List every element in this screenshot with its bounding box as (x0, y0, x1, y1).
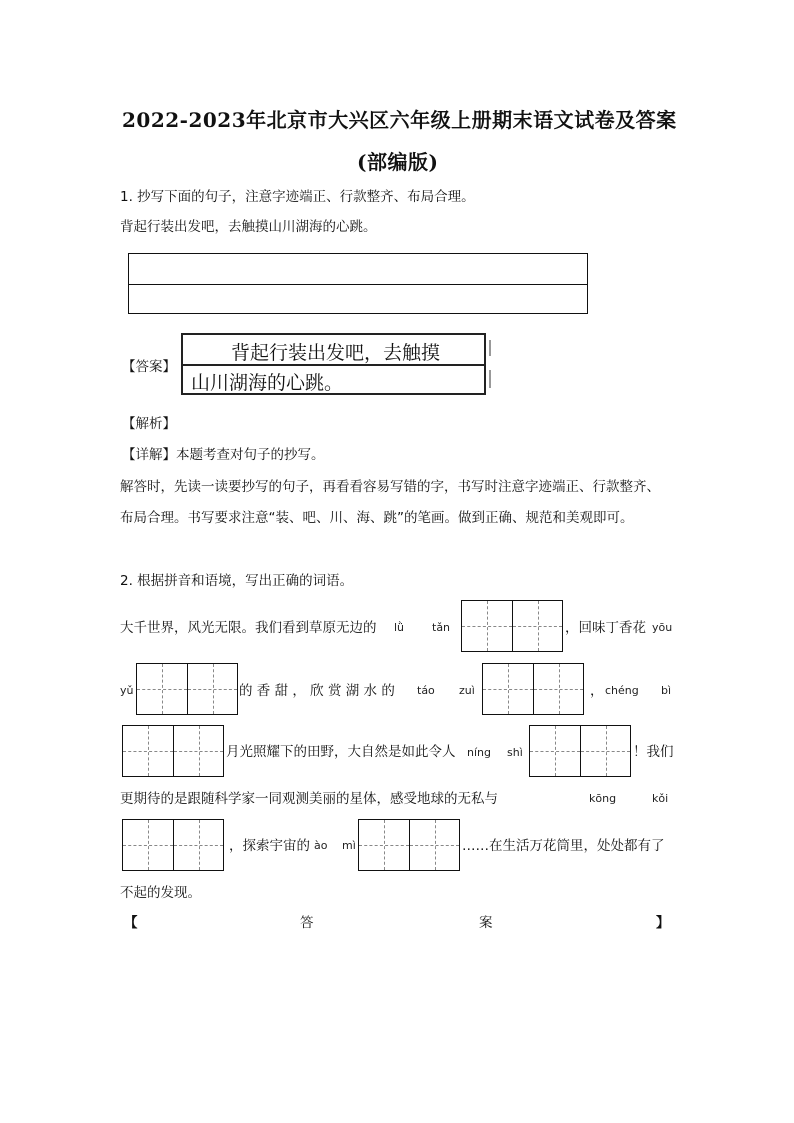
pinyin-you: yōu (652, 621, 673, 634)
q1-explain-line1: 解答时，先读一读要抄写的句子，再看看容易写错的字，书写时注意字迹端正、行款整齐、 (120, 479, 660, 495)
q2-answer-open: 【 (124, 915, 138, 931)
pinyin-tan: tǎn (432, 621, 451, 634)
pinyin-shi: shì (507, 746, 523, 759)
pinyin-ning: níng (467, 746, 491, 759)
q2-row2-text: 的 香 甜 ， 欣 赏 湖 水 的 (239, 683, 395, 699)
scan-mark (489, 370, 491, 388)
pinyin-lu: lǜ (394, 621, 405, 634)
pinyin-ao: ào (314, 839, 328, 852)
q2-row4-text: 更期待的是跟随科学家一同观测美丽的星体，感受地球的无私与 (120, 791, 498, 807)
q2-row1-after: ，回味丁香花 (565, 620, 646, 636)
pinyin-bi: bì (661, 684, 672, 697)
q2-row3-text: 月光照耀下的田野，大自然是如此令人 (226, 744, 456, 760)
scan-mark (489, 340, 491, 356)
pinyin-cheng: chéng (605, 684, 639, 697)
copy-writing-box[interactable] (128, 253, 588, 314)
pinyin-kong: kōng (589, 792, 617, 805)
q1-explain-line2: 布局合理。书写要求注意“装、吧、川、海、跳”的笔画。做到正确、规范和美观即可。 (120, 510, 634, 526)
pinyin-tao: táo (417, 684, 435, 697)
q1-answer-line1: 背起行装出发吧，去触摸 (231, 342, 441, 364)
q2-answer-char2: 案 (479, 915, 493, 931)
q2-row2-after: ， (590, 683, 604, 699)
q1-prompt: 1. 抄写下面的句子，注意字迹端正、行款整齐、布局合理。 (120, 189, 475, 205)
q2-row3-after: ！我们 (633, 744, 674, 760)
answer-grid-chengbi[interactable] (122, 725, 224, 777)
answer-grid-youyu[interactable] (136, 663, 238, 715)
q1-sentence: 背起行装出发吧，去触摸山川湖海的心跳。 (120, 219, 377, 235)
q2-row5-text: ，探索宇宙的 (229, 838, 310, 854)
q2-answer-char1: 答 (300, 915, 314, 931)
q1-detail: 【详解】本题考查对句子的抄写。 (122, 447, 325, 463)
answer-grid-taozui[interactable] (482, 663, 584, 715)
page-subtitle: (部编版) (357, 150, 439, 174)
pinyin-yu: yǔ (120, 684, 134, 697)
pinyin-kuo: kǒi (652, 792, 669, 805)
q1-answer-image (181, 333, 486, 395)
q2-row6-text: 不起的发现。 (120, 885, 201, 901)
answer-grid-lvtan[interactable] (461, 600, 563, 652)
q1-answer-line2: 山川湖海的心跳。 (191, 372, 344, 394)
q2-prompt: 2. 根据拼音和语境，写出正确的词语。 (120, 573, 354, 589)
pinyin-zui: zuì (459, 684, 475, 697)
answer-grid-aomi[interactable] (358, 819, 460, 871)
q1-answer-label: 【答案】 (122, 359, 176, 375)
q1-analysis-label: 【解析】 (122, 416, 176, 432)
answer-grid-kongkuo[interactable] (122, 819, 224, 871)
q2-answer-close: 】 (656, 915, 670, 931)
pinyin-mi: mì (342, 839, 356, 852)
q2-row1-text: 大千世界，风光无限。我们看到草原无边的 (120, 620, 377, 636)
answer-grid-ningshi[interactable] (529, 725, 631, 777)
q2-row5-after: ……在生活万花筒里，处处都有了 (462, 838, 665, 854)
page-title: 2022-2023年北京市大兴区六年级上册期末语文试卷及答案 (122, 108, 677, 132)
